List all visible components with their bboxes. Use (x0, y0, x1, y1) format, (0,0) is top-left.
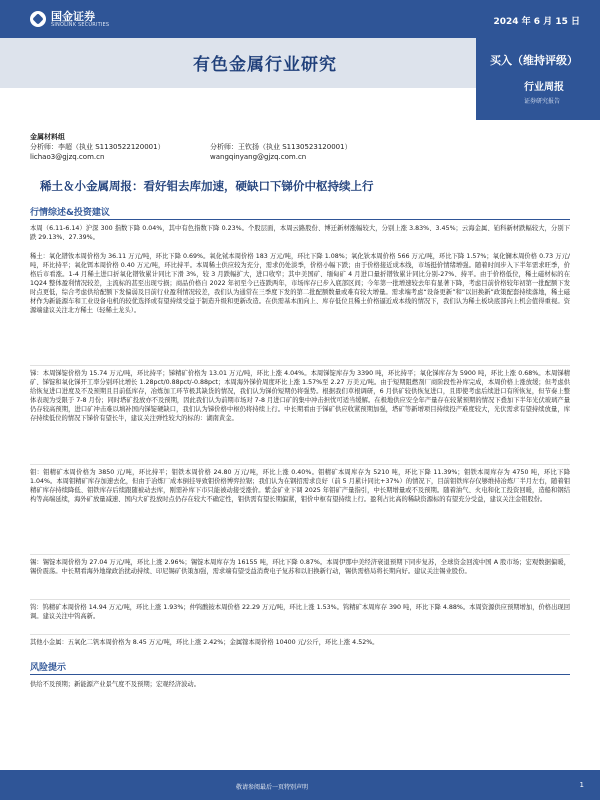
paragraph-antimony: 锑：本周锑锭价格为 15.74 万元/吨，环比持平；锑精矿价格为 13.01 万元/吨，环比上涨 4.04%。本周锑锭库存为 3390 吨，环比持平；氧化锑库存为 5900 吨，环比上涨 0.68%。本周锑精矿、锑锭和氧化锑开工率分别环比增长 1.28pct/0.88pct/-0.88pct；本周海外锑价周度环比上涨 1.57%至 2.27 万美元/吨。由于短期阻燃剂厂商阶段性补库完成，本周价格上涨放缓；但考虑供给恢复进口进度及不及预期且目前低库存，冶炼加工环节极其缺货的情况，我们认为锑价短期仍将强势。根据我们草根调研，6 月供矿较供恢复进口，且即使考虑后续进口有所恢复，但节奏上整体表现为受限于 7-8 月份；同时塔矿投放亦不及预期，因此我们认为前期市场对 7-8 月进口矿的集中冲击担忧可适当缓解。在极地供应安全年产量存在较紧预期的情况下叠加下半年光伏玻璃产量仍存较高预期，进口矿冲击难以填补国内锑锭硬缺口，我们认为锑价格中枢仍将持续上行。中长期看由于锑矿供应收紧预期加强，塔矿等新增项目持续投产难度较大，光伏需求有望持续放量，库存持续低位的情况下锑价有望长牛，建议关注弹性较大的标的：湖南黄金。 (30, 370, 570, 422)
section-rule (30, 674, 570, 675)
report-subtype: 证券研究报告 (524, 98, 561, 105)
paragraph-divider (30, 464, 570, 465)
report-date: 2024 年 6 月 15 日 (493, 17, 580, 27)
logo-name: 国金证券 (51, 9, 95, 23)
report-type: 行业周报 (524, 82, 564, 93)
rating-label: 买入（维持评级） (490, 54, 578, 67)
analyst-2: 分析师：王钦扬（执业 S1130523120001） (210, 143, 352, 151)
paragraph-molybdenum: 钼：钼精矿本周价格为 3850 元/吨，环比持平；钼铁本周价格 24.80 万元/吨，环比上涨 0.40%。钼精矿本周库存为 5210 吨，环比下降 11.39%；钼铁本周库存为 4750 吨，环比下降 1.04%。本周钼精矿库存加速去化，但由于冶炼厂成本倒挂导致钼价格博弈拉锯；我们认为在钢招需求良好（前 5 月累计同比+37%）的情况下，目前钼铁库存仅够维持冶炼厂半月左右，随着钼精矿库存持续降低、钼铁库存后续跟随被动去库，刚需补库下市只能被动接受涨价。紫金矿业下调 2025 年钼矿产量指引，中长期增量或不及预期。随着油气、火电和化工投资回暖，造船和钢结构等高端延续，海外矿放量减速、国内大矿投放时点仍存在较大不确定性，钼供需有望长期偏紧，钼价中枢有望持续上行。盈利占比高的稀缺资源标的有望充分受益，建议关注金钼股份。 (30, 469, 570, 503)
report-title: 有色金属行业研究 (193, 55, 337, 75)
report-headline: 稀土＆小金属周报：看好钼去库加速，硬缺口下锑价中枢持续上行 (40, 179, 374, 193)
team-name: 金属材料组 (30, 133, 65, 141)
section-heading-risk: 风险提示 (30, 663, 67, 673)
paragraph-divider (30, 599, 570, 600)
logo-mark-icon (30, 11, 46, 27)
analyst-block (30, 132, 570, 162)
company-logo (30, 9, 109, 29)
section-heading-overview: 行情综述&投资建议 (30, 208, 110, 218)
section-rule (30, 219, 570, 220)
footer-disclaimer: 敬请参阅最后一页特别声明 (236, 784, 309, 791)
paragraph-tin: 锡：锡锭本周价格为 27.04 万元/吨，环比上涨 2.96%；锡锭本周库存为 16155 吨，环比下降 0.87%。本周伊那中美经济衰退预期下同步复苏，全球资金回流中国 A 股市场；宏观数据偏暖，锡价震荡。中长期看海外地缘政治扰动持续、印尼锡矿供策加强，需求端有望受益消费电子复苏和以旧换新行动，锡供需格局将长期向好。建议关注锡业股份。 (30, 559, 570, 575)
analyst-2-block (210, 142, 352, 162)
paragraph-divider (30, 634, 570, 635)
analyst-1-email[interactable]: lichao3@gjzq.com.cn (30, 153, 105, 161)
report-header (0, 0, 600, 120)
logo-sub: SINOLINK SECURITIES (51, 21, 110, 28)
paragraph-tungsten: 钨：钨精矿本周价格 14.94 万元/吨，环比上涨 1.93%；仲钨酸铵本周价格 22.29 万元/吨，环比上涨 1.53%。钨精矿本周库存 390 吨，环比下降 4.88%。本周资源供应预期增加，价格出现回调。建议关注中钨高新。 (30, 604, 570, 620)
analyst-1: 分析师：李超（执业 S1130522120001） (30, 143, 165, 151)
analyst-2-email[interactable]: wangqinyang@gjzq.com.cn (210, 153, 307, 161)
page-number: 1 (579, 781, 584, 789)
paragraph-market: 本周（6.11-6.14）沪深 300 指数下降 0.04%，其中有色指数下降 0.23%。个股层面，本周云路股份、博迁新材涨幅较大，分别上涨 3.83%、3.45%；云海金属、铂科新材跌幅较大，分别下跌 29.13%、27.39%。 (30, 225, 570, 241)
paragraph-divider (30, 365, 570, 366)
risk-text: 供给不及预期；新能源产业景气度不及预期；宏观经济波动。 (30, 681, 201, 688)
paragraph-divider (30, 554, 570, 555)
paragraph-rare-earth: 稀土：氧化镨钕本周价格为 36.11 万元/吨，环比下降 0.69%。氧化铽本周价格 183 万元/吨，环比下降 1.08%；氧化钬本周价格 566 万元/吨，环比下降 1.57%；氧化镧本周价格 0.73 万元/吨，环比持平；氧化铒本周价格 0.40 万元/吨，环比持平。本周稀土供应较为充分，需求仍处淡季，价格小幅下跌；由于价格接近成本线，市场挺价情绪增强。随着时间步入下半年需求旺季，价格后市看涨。1-4 月稀土进口折氧化镨钕累计同比下滑 3%，较 3 月跌幅扩大，进口收窄；其中美国矿、缅甸矿 4 月进口量折镨钕累计同比分别-27%、持平。由于价格低位，稀土磁材标的在 1Q24 整体盈利情况较差，主流标的甚至出现亏损；商品价格自 2022 年初至今已连跌两年，市场库存已步入底部区间；今年第一批增速较去年有显著下降，考虑目前价格较年初第一批配额下发时点更低，综合考虑供给配额下发偏弱及目前行业盈利情况较差，我们认为通常在三季度下发的第二批配额数量或难有较大增量。需求端考虑“设备更新”和“以旧换新”政策配套持续落地，稀土磁材作为新能源车和工业设备电机的较优选择或有望持续受益于制造升级和更新改造。在供需基本面向上、库存低位且稀土价格逼近成本线的情况下，我们认为稀土板块底部向上机会值得重视。资源端建议关注北方稀土（轻稀土龙头）。 (30, 253, 570, 314)
paragraph-other-metals: 其他小金属：五氧化二钒本周价格为 8.45 万元/吨，环比上涨 2.42%；金属镓本周价格 10400 元/公斤，环比上涨 4.52%。 (30, 639, 379, 646)
